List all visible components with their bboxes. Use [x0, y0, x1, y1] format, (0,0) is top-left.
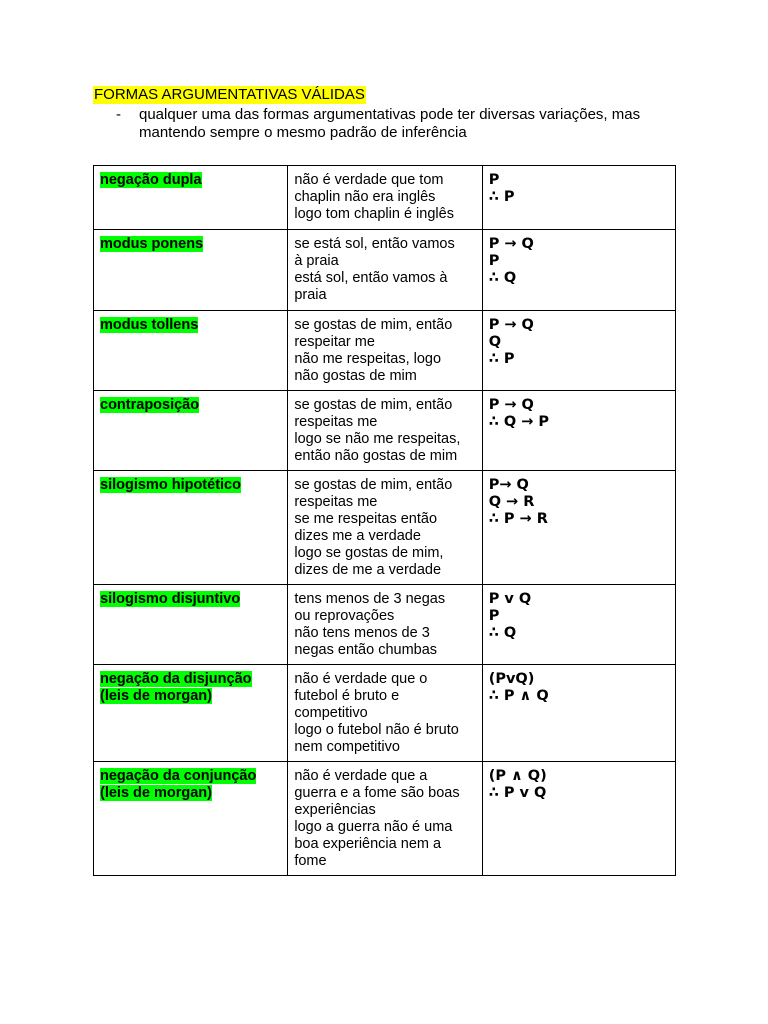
form-name: (leis de morgan) — [100, 688, 212, 704]
table-row — [94, 230, 676, 311]
formula-cell: P → Q ∴ Q → P — [482, 391, 675, 471]
example-cell: se está sol, então vamos à praia está sol, então vamos à praia — [288, 230, 482, 311]
form-name-cell — [94, 471, 288, 585]
form-name: (leis de morgan) — [100, 785, 212, 801]
form-name: negação da conjunção — [100, 768, 257, 784]
page-title: FORMAS ARGUMENTATIVAS VÁLIDAS — [94, 86, 365, 103]
table-row — [94, 391, 676, 471]
form-name-cell — [94, 665, 288, 762]
form-name-cell — [94, 230, 288, 311]
form-name: modus ponens — [100, 236, 204, 252]
form-name: negação da disjunção — [100, 671, 252, 687]
form-name: contraposição — [100, 397, 200, 413]
form-name-cell — [94, 762, 288, 876]
table-row — [94, 585, 676, 665]
example-cell: se gostas de mim, então respeitas me logo se não me respeitas, então não gostas de mim — [288, 391, 482, 471]
table-row — [94, 311, 676, 391]
formula-cell: (PvQ) ∴ P ∧ Q — [482, 665, 675, 762]
formula-cell: P → Q Q ∴ P — [482, 311, 675, 391]
formula-cell: P → Q P ∴ Q — [482, 230, 675, 311]
example-cell: não é verdade que tom chaplin não era inglês logo tom chaplin é inglês — [288, 166, 482, 230]
formula-cell: (P ∧ Q) ∴ P v Q — [482, 762, 675, 876]
table-body — [94, 166, 676, 876]
argument-forms-table — [93, 165, 676, 876]
bullet-marker: - — [116, 106, 121, 123]
formula-cell: P v Q P ∴ Q — [482, 585, 675, 665]
form-name: negação dupla — [100, 172, 202, 188]
form-name-cell — [94, 391, 288, 471]
form-name-cell — [94, 311, 288, 391]
table-row — [94, 665, 676, 762]
example-cell: tens menos de 3 negas ou reprovações não tens menos de 3 negas então chumbas — [288, 585, 482, 665]
example-cell: se gostas de mim, então respeitas me se me respeitas então dizes me a verdade logo se gostas de mim, dizes de me a verdade — [288, 471, 482, 585]
example-cell: não é verdade que o futebol é bruto e competitivo logo o futebol não é bruto nem competitivo — [288, 665, 482, 762]
form-name-cell — [94, 585, 288, 665]
form-name: silogismo disjuntivo — [100, 591, 241, 607]
example-cell: não é verdade que a guerra e a fome são boas experiências logo a guerra não é uma boa experiência nem a fome — [288, 762, 482, 876]
formula-cell: P ∴ P — [482, 166, 675, 230]
table-row — [94, 762, 676, 876]
table-row — [94, 471, 676, 585]
table-row — [94, 166, 676, 230]
form-name: modus tollens — [100, 317, 199, 333]
example-cell: se gostas de mim, então respeitar me não me respeitas, logo não gostas de mim — [288, 311, 482, 391]
form-name: silogismo hipotético — [100, 477, 241, 493]
form-name-cell — [94, 166, 288, 230]
formula-cell: P→ Q Q → R ∴ P → R — [482, 471, 675, 585]
bullet-text: qualquer uma das formas argumentativas pode ter diversas variações, mas mantendo sempre o mesmo padrão de inferência — [139, 106, 641, 141]
